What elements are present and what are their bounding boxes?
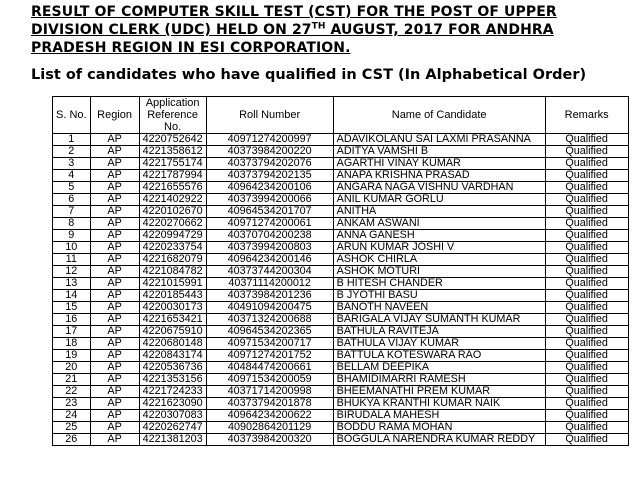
cell-app-ref: 4220843174	[139, 350, 206, 362]
table-row	[53, 218, 629, 230]
cell-name: BOGGULA NARENDRA KUMAR REDDY	[333, 434, 545, 446]
table-row	[53, 206, 629, 218]
table-header-row	[53, 97, 629, 134]
cell-app-ref: 4221655576	[139, 182, 206, 194]
cell-app-ref: 4220270662	[139, 218, 206, 230]
cell-remarks: Qualified	[545, 314, 628, 326]
cell-name: ASHOK CHIRLA	[333, 254, 545, 266]
cell-roll: 40964234200622	[206, 410, 333, 422]
cell-region: AP	[90, 362, 139, 374]
cell-region: AP	[90, 158, 139, 170]
page-title	[31, 3, 631, 57]
cell-region: AP	[90, 254, 139, 266]
cell-remarks: Qualified	[545, 230, 628, 242]
table-body	[53, 134, 629, 446]
cell-sno: 17	[53, 326, 91, 338]
column-header-remarks: Remarks	[545, 97, 628, 134]
page-subtitle: List of candidates who have qualified in CST (In Alphabetical Order)	[31, 67, 587, 83]
cell-region: AP	[90, 266, 139, 278]
cell-remarks: Qualified	[545, 254, 628, 266]
cell-sno: 2	[53, 146, 91, 158]
cell-remarks: Qualified	[545, 206, 628, 218]
cell-region: AP	[90, 338, 139, 350]
cell-region: AP	[90, 194, 139, 206]
cell-name: ARUN KUMAR JOSHI V	[333, 242, 545, 254]
table-row	[53, 386, 629, 398]
cell-app-ref: 4221402922	[139, 194, 206, 206]
cell-sno: 11	[53, 254, 91, 266]
cell-roll: 40373794201878	[206, 398, 333, 410]
cell-app-ref: 4221724233	[139, 386, 206, 398]
cell-remarks: Qualified	[545, 146, 628, 158]
table-row	[53, 134, 629, 146]
cell-app-ref: 4220262747	[139, 422, 206, 434]
cell-region: AP	[90, 350, 139, 362]
page-title-rest: AUGUST, 2017 FOR ANDHRA PRADESH REGION IN ESI CORPORATION.	[31, 22, 554, 56]
cell-sno: 13	[53, 278, 91, 290]
column-header-name: Name of Candidate	[333, 97, 545, 134]
cell-roll: 40373984200220	[206, 146, 333, 158]
cell-name: B JYOTHI BASU	[333, 290, 545, 302]
table-row	[53, 362, 629, 374]
cell-remarks: Qualified	[545, 134, 628, 146]
cell-region: AP	[90, 242, 139, 254]
cell-region: AP	[90, 302, 139, 314]
table-row	[53, 242, 629, 254]
cell-remarks: Qualified	[545, 242, 628, 254]
cell-name: BANOTH NAVEEN	[333, 302, 545, 314]
cell-region: AP	[90, 398, 139, 410]
cell-sno: 21	[53, 374, 91, 386]
cell-name: BIRUDALA MAHESH	[333, 410, 545, 422]
table-row	[53, 194, 629, 206]
cell-roll: 40373994200803	[206, 242, 333, 254]
table-row	[53, 398, 629, 410]
cell-sno: 22	[53, 386, 91, 398]
table-row	[53, 158, 629, 170]
cell-roll: 40971274201752	[206, 350, 333, 362]
cell-roll: 40971534200059	[206, 374, 333, 386]
table-row	[53, 290, 629, 302]
cell-sno: 10	[53, 242, 91, 254]
cell-remarks: Qualified	[545, 158, 628, 170]
cell-remarks: Qualified	[545, 194, 628, 206]
cell-remarks: Qualified	[545, 278, 628, 290]
table-row	[53, 326, 629, 338]
table-row	[53, 266, 629, 278]
table-row	[53, 230, 629, 242]
cell-sno: 18	[53, 338, 91, 350]
cell-sno: 16	[53, 314, 91, 326]
cell-sno: 19	[53, 350, 91, 362]
cell-remarks: Qualified	[545, 326, 628, 338]
cell-roll: 40964534201707	[206, 206, 333, 218]
cell-region: AP	[90, 374, 139, 386]
cell-remarks: Qualified	[545, 398, 628, 410]
table-row	[53, 410, 629, 422]
cell-name: BATHULA RAVITEJA	[333, 326, 545, 338]
page-title-main: RESULT OF COMPUTER SKILL TEST (CST) FOR THE POST OF UPPER DIVISION CLERK (UDC) HELD ON 27	[31, 4, 557, 38]
cell-app-ref: 4221015991	[139, 278, 206, 290]
cell-app-ref: 4220680148	[139, 338, 206, 350]
cell-app-ref: 4220233754	[139, 242, 206, 254]
cell-app-ref: 4221084782	[139, 266, 206, 278]
table-row	[53, 254, 629, 266]
cell-remarks: Qualified	[545, 350, 628, 362]
cell-name: BHAMIDIMARRI RAMESH	[333, 374, 545, 386]
cell-remarks: Qualified	[545, 338, 628, 350]
cell-region: AP	[90, 386, 139, 398]
cell-region: AP	[90, 326, 139, 338]
table-row	[53, 302, 629, 314]
column-header-roll: Roll Number	[206, 97, 333, 134]
cell-region: AP	[90, 434, 139, 446]
table-row	[53, 338, 629, 350]
cell-name: ANAPA KRISHNA PRASAD	[333, 170, 545, 182]
cell-region: AP	[90, 134, 139, 146]
cell-name: ADAVIKOLANU SAI LAXMI PRASANNA	[333, 134, 545, 146]
cell-sno: 25	[53, 422, 91, 434]
cell-roll: 40902864201129	[206, 422, 333, 434]
cell-roll: 40373794202076	[206, 158, 333, 170]
cell-name: ANITHA	[333, 206, 545, 218]
cell-region: AP	[90, 290, 139, 302]
cell-roll: 40491094200475	[206, 302, 333, 314]
cell-name: BHUKYA KRANTHI KUMAR NAIK	[333, 398, 545, 410]
cell-sno: 20	[53, 362, 91, 374]
cell-remarks: Qualified	[545, 386, 628, 398]
cell-remarks: Qualified	[545, 218, 628, 230]
cell-app-ref: 4220752642	[139, 134, 206, 146]
cell-name: B HITESH CHANDER	[333, 278, 545, 290]
cell-app-ref: 4220030173	[139, 302, 206, 314]
cell-name: ANNA GANESH	[333, 230, 545, 242]
cell-sno: 4	[53, 170, 91, 182]
table-header	[53, 97, 629, 134]
table-row	[53, 422, 629, 434]
cell-name: ASHOK MOTURI	[333, 266, 545, 278]
cell-region: AP	[90, 206, 139, 218]
cell-name: ANIL KUMAR GORLU	[333, 194, 545, 206]
cell-roll: 40971274200997	[206, 134, 333, 146]
cell-remarks: Qualified	[545, 434, 628, 446]
cell-roll: 40373984201236	[206, 290, 333, 302]
cell-region: AP	[90, 230, 139, 242]
cell-app-ref: 4221755174	[139, 158, 206, 170]
cell-app-ref: 4221653421	[139, 314, 206, 326]
cell-roll: 40964234200146	[206, 254, 333, 266]
cell-region: AP	[90, 278, 139, 290]
cell-name: ANGARA NAGA VISHNU VARDHAN	[333, 182, 545, 194]
cell-roll: 40964234200106	[206, 182, 333, 194]
cell-app-ref: 4220102670	[139, 206, 206, 218]
table-row	[53, 278, 629, 290]
cell-app-ref: 4220185443	[139, 290, 206, 302]
cell-sno: 7	[53, 206, 91, 218]
cell-sno: 24	[53, 410, 91, 422]
cell-region: AP	[90, 182, 139, 194]
cell-sno: 8	[53, 218, 91, 230]
cell-sno: 5	[53, 182, 91, 194]
cell-app-ref: 4221381203	[139, 434, 206, 446]
cell-roll: 40373794202135	[206, 170, 333, 182]
cell-app-ref: 4220675910	[139, 326, 206, 338]
cell-name: BELLAM DEEPIKA	[333, 362, 545, 374]
cell-name: BHEEMANATHI PREM KUMAR	[333, 386, 545, 398]
column-header-region: Region	[90, 97, 139, 134]
table-row	[53, 434, 629, 446]
cell-remarks: Qualified	[545, 422, 628, 434]
cell-remarks: Qualified	[545, 266, 628, 278]
cell-region: AP	[90, 146, 139, 158]
cell-app-ref: 4220307083	[139, 410, 206, 422]
cell-roll: 40373994200066	[206, 194, 333, 206]
cell-name: BODDU RAMA MOHAN	[333, 422, 545, 434]
cell-sno: 9	[53, 230, 91, 242]
table-row	[53, 350, 629, 362]
table-row	[53, 170, 629, 182]
cell-sno: 1	[53, 134, 91, 146]
cell-remarks: Qualified	[545, 410, 628, 422]
cell-name: BATHULA VIJAY KUMAR	[333, 338, 545, 350]
cell-region: AP	[90, 422, 139, 434]
column-header-sno: S. No.	[53, 97, 91, 134]
cell-remarks: Qualified	[545, 170, 628, 182]
cell-region: AP	[90, 218, 139, 230]
cell-roll: 40373744200304	[206, 266, 333, 278]
cell-name: ADITYA VAMSHI B	[333, 146, 545, 158]
column-header-app-ref: Application Reference No.	[139, 97, 206, 134]
cell-region: AP	[90, 410, 139, 422]
cell-roll: 40371324200688	[206, 314, 333, 326]
cell-roll: 40371114200012	[206, 278, 333, 290]
cell-sno: 3	[53, 158, 91, 170]
cell-name: BARIGALA VIJAY SUMANTH KUMAR	[333, 314, 545, 326]
cell-app-ref: 4220994729	[139, 230, 206, 242]
cell-remarks: Qualified	[545, 362, 628, 374]
cell-remarks: Qualified	[545, 302, 628, 314]
table-row	[53, 374, 629, 386]
cell-app-ref: 4221787994	[139, 170, 206, 182]
table-row	[53, 182, 629, 194]
cell-roll: 40964534202365	[206, 326, 333, 338]
cell-sno: 15	[53, 302, 91, 314]
cell-roll: 40971274200061	[206, 218, 333, 230]
cell-remarks: Qualified	[545, 182, 628, 194]
page-title-ordinal: TH	[311, 21, 326, 32]
cell-app-ref: 4220536736	[139, 362, 206, 374]
cell-app-ref: 4221358612	[139, 146, 206, 158]
cell-sno: 26	[53, 434, 91, 446]
cell-roll: 40371714200998	[206, 386, 333, 398]
cell-app-ref: 4221623090	[139, 398, 206, 410]
cell-roll: 40971534200717	[206, 338, 333, 350]
cell-remarks: Qualified	[545, 374, 628, 386]
cell-sno: 6	[53, 194, 91, 206]
cell-roll: 40484474200661	[206, 362, 333, 374]
cell-roll: 40373984200320	[206, 434, 333, 446]
cell-remarks: Qualified	[545, 290, 628, 302]
cell-app-ref: 4221682079	[139, 254, 206, 266]
cell-roll: 40370704200238	[206, 230, 333, 242]
cell-sno: 23	[53, 398, 91, 410]
table-row	[53, 146, 629, 158]
table-row	[53, 314, 629, 326]
cell-name: BATTULA KOTESWARA RAO	[333, 350, 545, 362]
cell-region: AP	[90, 314, 139, 326]
candidates-table	[52, 96, 629, 446]
cell-name: ANKAM ASWANI	[333, 218, 545, 230]
cell-sno: 14	[53, 290, 91, 302]
cell-sno: 12	[53, 266, 91, 278]
cell-app-ref: 4221353156	[139, 374, 206, 386]
cell-name: AGARTHI VINAY KUMAR	[333, 158, 545, 170]
cell-region: AP	[90, 170, 139, 182]
